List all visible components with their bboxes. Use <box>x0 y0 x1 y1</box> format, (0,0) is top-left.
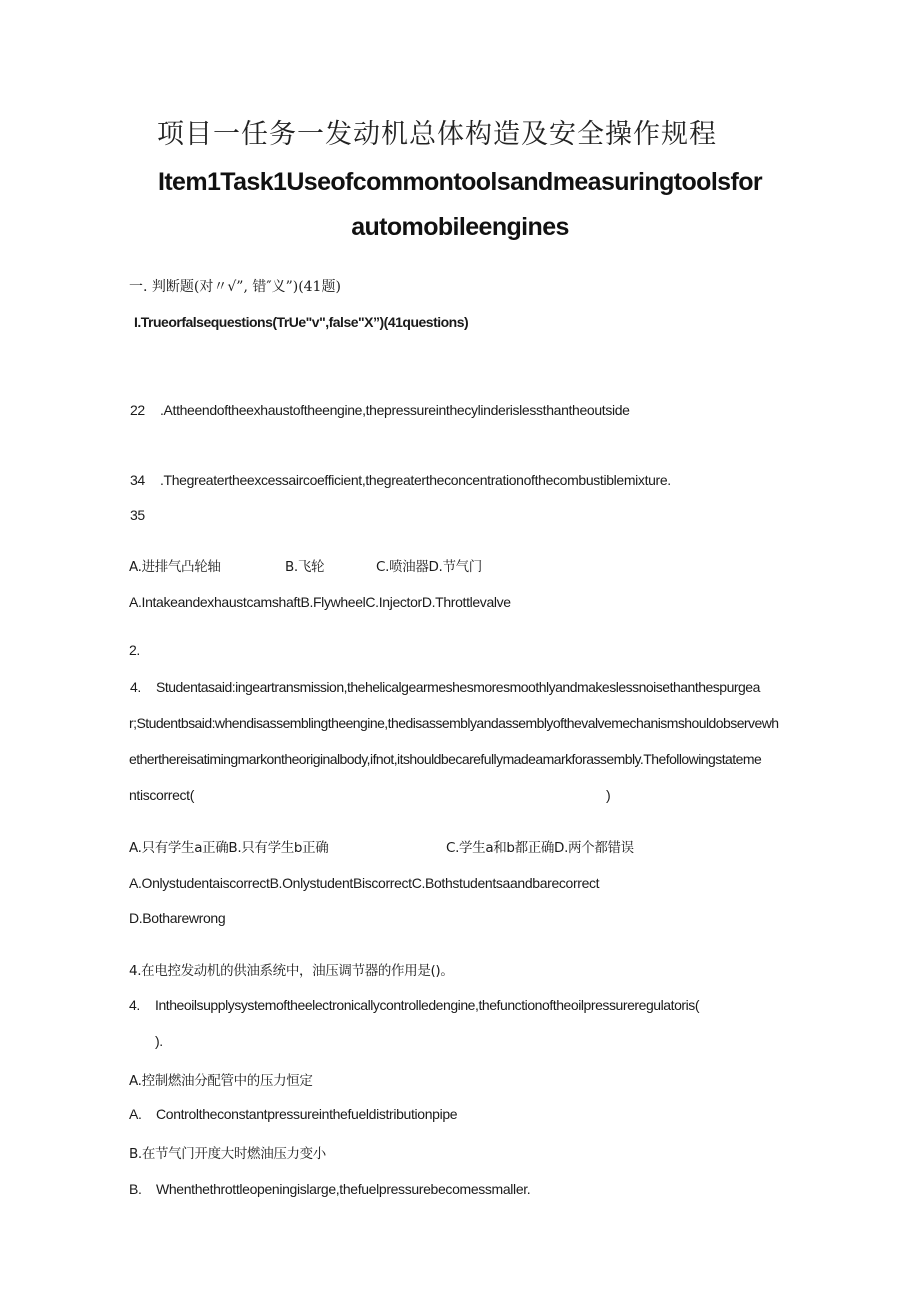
section-heading-english: I.Trueorfalsequestions(TrUe"v",false"X”)(41questions) <box>134 314 469 330</box>
option-a-english-4b <box>129 1106 457 1122</box>
option-b-english-4b <box>129 1181 530 1197</box>
question-4b-chinese: 4.在电控发动机的供油系统中，油压调节器的作用是()。 <box>129 963 454 979</box>
title-english-line-2: automobileengines <box>351 213 569 241</box>
option-label: B. <box>129 1181 142 1197</box>
option-a-chinese-4b: A.控制燃油分配管中的压力恒定 <box>129 1073 313 1089</box>
question-text: .Thegreatertheexcessaircoefficient,thegreatertheconcentrationofthecombustiblemixture. <box>160 472 671 488</box>
question-text: Studentasaid:ingeartransmission,thehelicalgearmeshesmoresmoothlyandmakeslessnoisethanthespurgea <box>156 679 760 695</box>
question-4-line-3: etherthereisatimingmarkontheoriginalbody,ifnot,itshouldbecarefullymadeamarkforassembly.Thefollowingstateme <box>129 751 762 767</box>
title-chinese: 项目一任务一发动机总体构造及安全操作规程 <box>157 119 717 150</box>
options-english-line-1: A.OnlystudentaiscorrectB.OnlystudentBiscorrectC.Bothstudentsaandbarecorrect <box>129 875 600 891</box>
title-english-line-1: Item1Task1Useofcommontoolsandmeasuringtoolsfor <box>157 168 762 196</box>
question-35-number: 35 <box>130 507 145 523</box>
option-b-chinese: B.飞轮 <box>285 559 325 575</box>
question-34 <box>130 472 671 488</box>
options-english: A.IntakeandexhaustcamshaftB.FlywheelC.InjectorD.Throttlevalve <box>129 594 511 610</box>
option-cd-chinese: C.喷油器D.节气门 <box>376 559 482 575</box>
option-text: Controltheconstantpressureinthefueldistributionpipe <box>156 1106 458 1122</box>
question-number: 34 <box>130 472 145 488</box>
question-4-close-paren: ) <box>606 787 611 803</box>
question-number: 4. <box>129 997 140 1013</box>
question-4b-english-line-1 <box>129 997 699 1013</box>
option-cd-chinese: C.学生a和b都正确D.两个都错误 <box>446 840 634 856</box>
options-english-line-2: D.Botharewrong <box>129 910 226 926</box>
question-text: Intheoilsupplysystemoftheelectronicallycontrolledengine,thefunctionoftheoilpressureregulatoris( <box>155 997 700 1013</box>
question-4-line-2: r;Studentbsaid:whendisassemblingtheengine,thedisassemblyandassemblyofthevalvemechanismshouldobservewh <box>129 715 779 731</box>
question-4-line-1 <box>130 679 760 695</box>
question-text: .Attheendoftheexhaustoftheengine,thepressureinthecylinderislessthantheoutside <box>160 402 630 418</box>
question-4-line-4: ntiscorrect( <box>129 787 195 803</box>
question-number: 22 <box>130 402 145 418</box>
option-label: A. <box>129 1106 142 1122</box>
question-number: 4. <box>130 679 141 695</box>
option-text: Whenthethrottleopeningislarge,thefuelpressurebecomessmaller. <box>156 1181 531 1197</box>
question-4b-english-line-2: ). <box>155 1033 163 1049</box>
option-b-chinese-4b: B.在节气门开度大时燃油压力变小 <box>129 1146 326 1162</box>
section-heading-chinese: 一. 判断题(对〃√”, 错″义”)(41题) <box>129 279 341 295</box>
question-2-number: 2. <box>129 642 140 658</box>
question-22 <box>130 402 630 418</box>
option-a-chinese: A.进排气凸轮轴 <box>129 559 221 575</box>
option-ab-chinese: A.只有学生a正确B.只有学生b正确 <box>129 840 329 856</box>
